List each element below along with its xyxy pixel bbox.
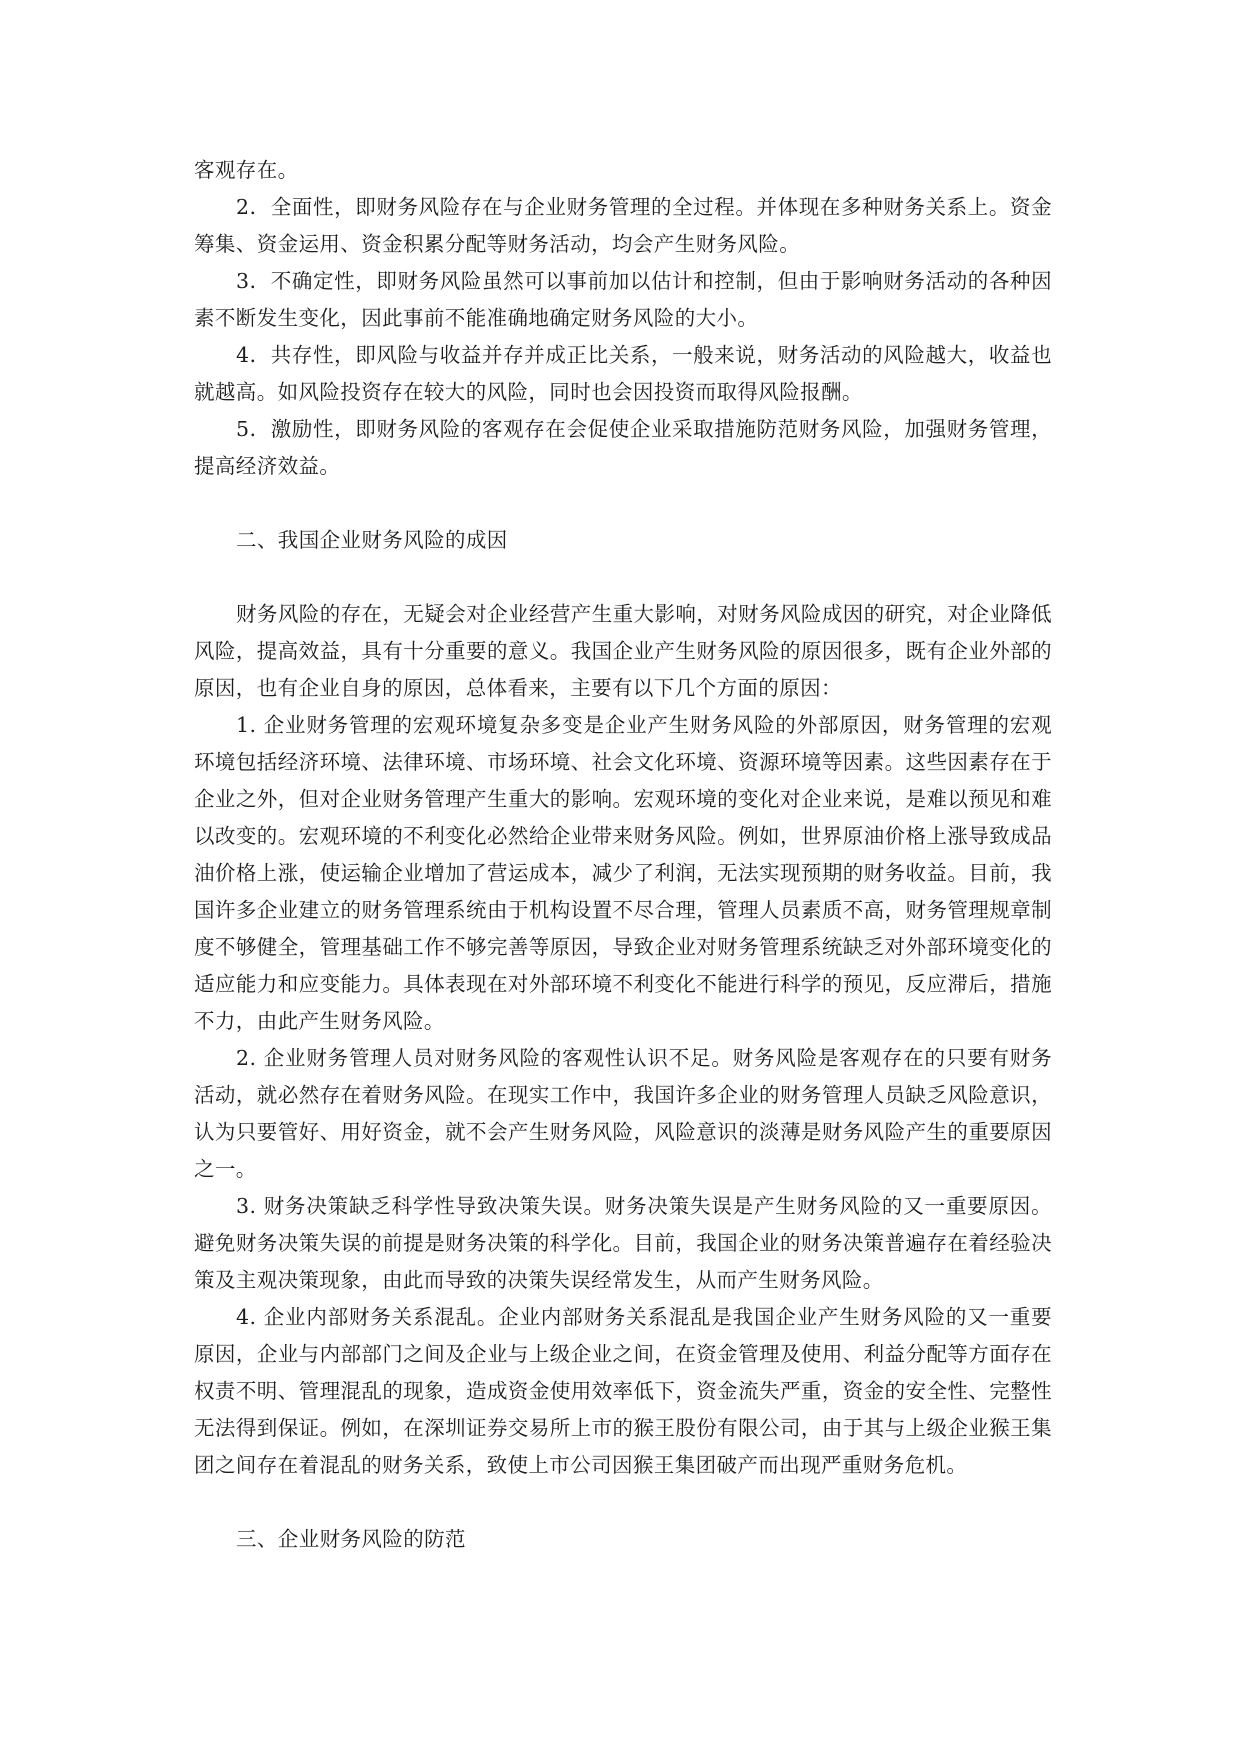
document-body [194,152,1052,1558]
spacer [194,1484,1052,1521]
section-heading: 二、我国企业财务风险的成因 [236,528,508,552]
list-item: 1. 企业财务管理的宏观环境复杂多变是企业产生财务风险的外部原因，财务管理的宏观环境包括经济环境、法律环境、市场环境、社会文化环境、资源环境等因素。这些因素存在于企业之外，但对企业财务管理产生重大的影响。宏观环境的变化对企业来说，是难以预见和难以改变的。宏观环境的不利变化必然给企业带来财务风险。例如，世界原油价格上涨导致成品油价格上涨，使运输企业增加了营运成本，减少了利润，无法实现预期的财务收益。目前，我国许多企业建立的财务管理系统由于机构设置不尽合理，管理人员素质不高，财务管理规章制度不够健全，管理基础工作不够完善等原因，导致企业对财务管理系统缺乏对外部环境变化的适应能力和应变能力。具体表现在对外部环境不利变化不能进行科学的预见，反应滞后，措施不力，由此产生财务风险。 [194,713,1052,1033]
list-item: 4. 企业内部财务关系混乱。企业内部财务关系混乱是我国企业产生财务风险的又一重要原因，企业与内部部门之间及企业与上级企业之间，在资金管理及使用、利益分配等方面存在权责不明、管理混乱的现象，造成资金使用效率低下，资金流失严重，资金的安全性、完整性无法得到保证。例如，在深圳证券交易所上市的猴王股份有限公司，由于其与上级企业猴王集团之间存在着混乱的财务关系，致使上市公司因猴王集团破产而出现严重财务危机。 [194,1305,1052,1477]
section-heading: 三、企业财务风险的防范 [236,1527,466,1551]
spacer [194,485,1052,522]
list-item: 3. 财务决策缺乏科学性导致决策失误。财务决策失误是产生财务风险的又一重要原因。避免财务决策失误的前提是财务决策的科学化。目前，我国企业的财务决策普遍存在着经验决策及主观决策现象，由此而导致的决策失误经常发生，从而产生财务风险。 [194,1194,1052,1292]
list-item: 2. 企业财务管理人员对财务风险的客观性认识不足。财务风险是客观存在的只要有财务活动，就必然存在着财务风险。在现实工作中，我国许多企业的财务管理人员缺乏风险意识，认为只要管好、用好资金，就不会产生财务风险，风险意识的淡薄是财务风险产生的重要原因之一。 [194,1046,1052,1181]
paragraph: 财务风险的存在，无疑会对企业经营产生重大影响，对财务风险成因的研究，对企业降低风险，提高效益，具有十分重要的意义。我国企业产生财务风险的原因很多，既有企业外部的原因，也有企业自身的原因，总体看来，主要有以下几个方面的原因： [194,602,1052,700]
list-item: 5．激励性，即财务风险的客观存在会促使企业采取措施防范财务风险，加强财务管理，提高经济效益。 [194,417,1052,478]
spacer [194,559,1052,596]
list-item: 3．不确定性，即财务风险虽然可以事前加以估计和控制，但由于影响财务活动的各种因素不断发生变化，因此事前不能准确地确定财务风险的大小。 [194,269,1052,330]
list-item: 4．共存性，即风险与收益并存并成正比关系，一般来说，财务活动的风险越大，收益也就越高。如风险投资存在较大的风险，同时也会因投资而取得风险报酬。 [194,343,1052,404]
paragraph-continuation: 客观存在。 [194,158,299,182]
list-item: 2．全面性，即财务风险存在与企业财务管理的全过程。并体现在多种财务关系上。资金筹集、资金运用、资金积累分配等财务活动，均会产生财务风险。 [194,195,1052,256]
